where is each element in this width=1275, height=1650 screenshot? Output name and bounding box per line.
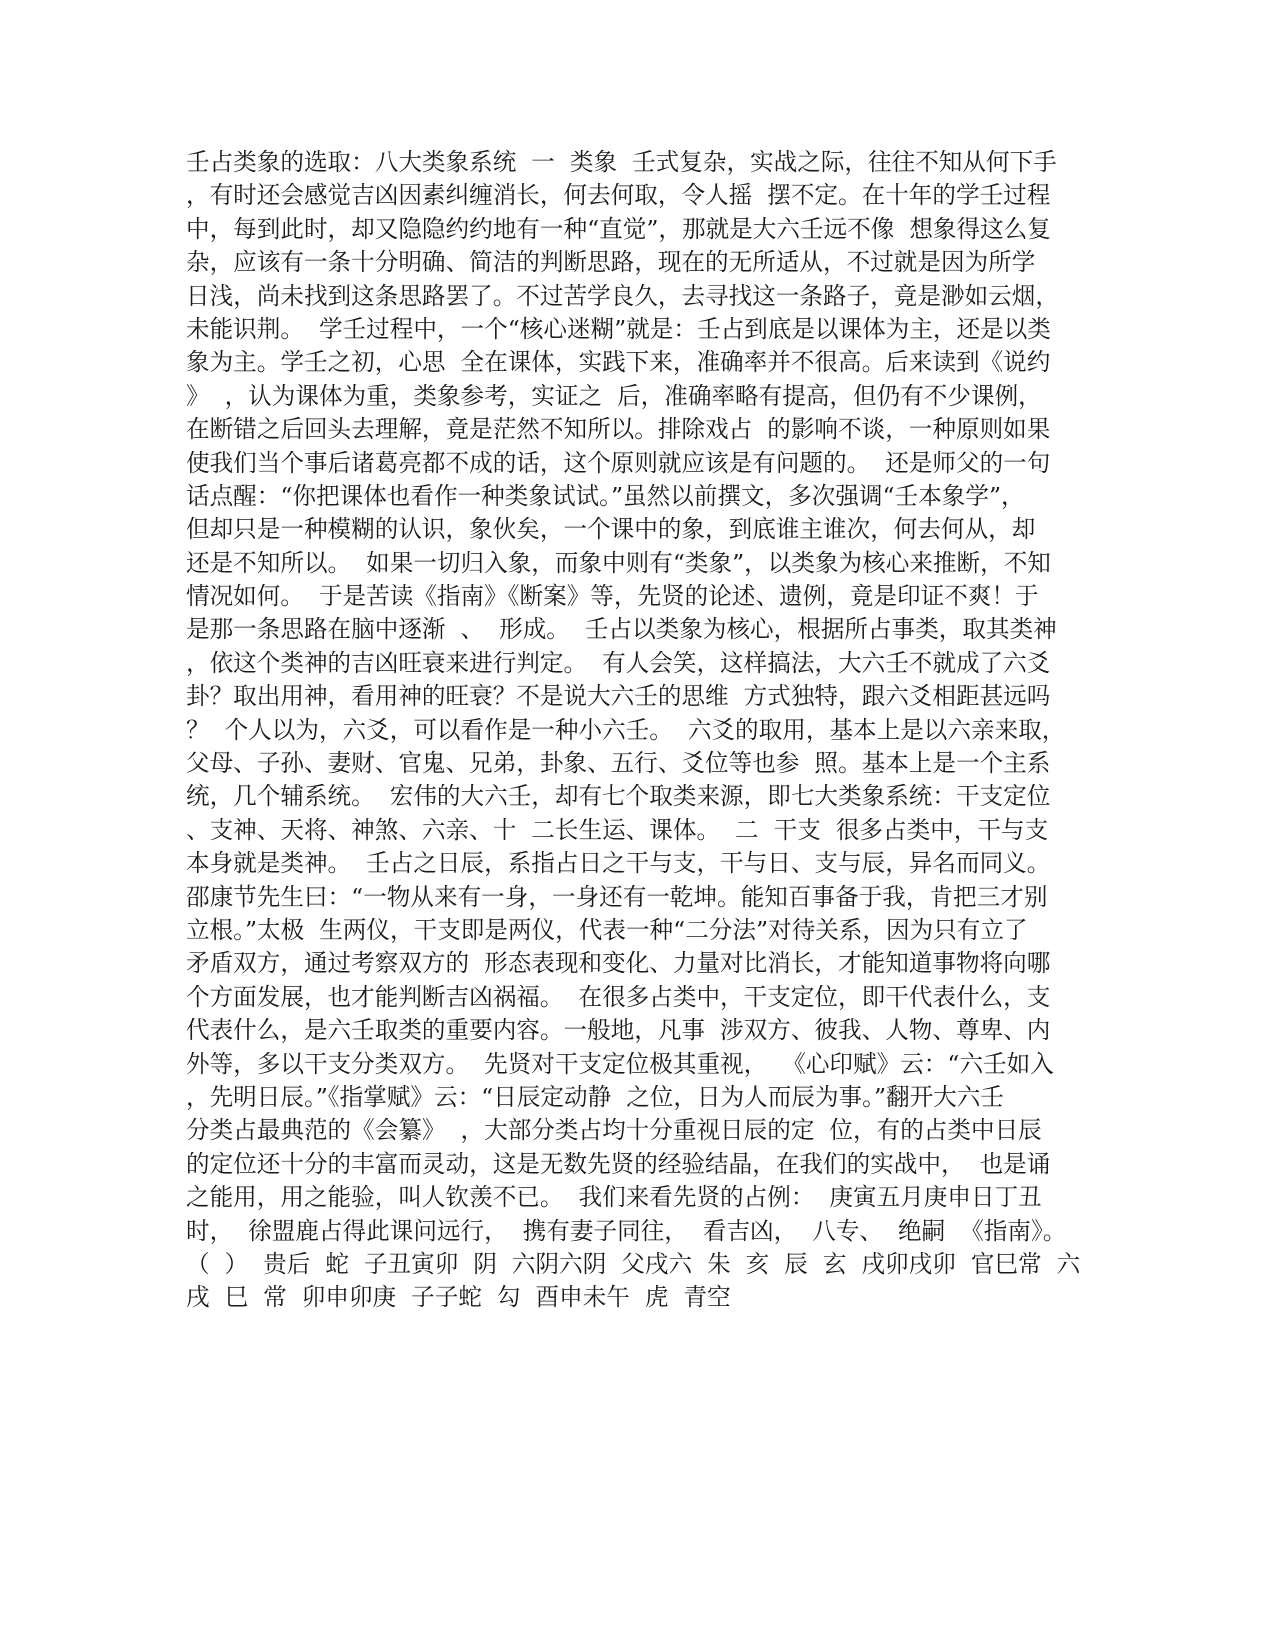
text-line: ，有时还会感觉吉凶因素纠缠消长，何去何取，令人摇 摆不定。在十年的学壬过程 [186,181,1051,210]
text-line: 杂，应该有一条十分明确、简洁的判断思路，现在的无所适从，不过就是因为所学 [186,248,1036,277]
text-line: 在断错之后回头去理解，竟是茫然不知所以。排除戏占 的影响不谈，一种原则如果 [186,415,1051,444]
text-line: 分类占最典范的《会纂》 ，大部分类占均十分重视日辰的定 位，有的占类中日辰 [186,1116,1042,1145]
text-line: 的定位还十分的丰富而灵动，这是无数先贤的经验结晶，在我们的实战中， 也是诵 [186,1149,1051,1178]
text-line: 矛盾双方，通过考察双方的 形态表现和变化、力量对比消长，才能知道事物将向哪 [186,949,1051,978]
text-line: 象为主。学壬之初，心思 全在课体，实践下来，准确率并不很高。后来读到《说约 [186,348,1051,377]
text-line: 还是不知所以。 如果一切归入象，而象中则有“类象”，以类象为核心来推断，不知 [186,548,1051,577]
text-line: 父母、子孙、妻财、官鬼、兄弟，卦象、五行、爻位等也参 照。基本上是一个主系 [186,749,1051,778]
text-line: 未能识荆。 学壬过程中，一个“核心迷糊”就是：壬占到底是以课体为主，还是以类 [186,314,1051,343]
document-body [186,146,1086,1315]
text-line: 统，几个辅系统。 宏伟的大六壬，却有七个取类来源，即七大类象系统：干支定位 [186,782,1051,811]
text-line: 之能用，用之能验，叫人钦羡不已。 我们来看先贤的占例： 庚寅五月庚申日丁丑 [186,1183,1042,1212]
text-line: 壬占类象的选取：八大类象系统 一 类象 壬式复杂，实战之际，往往不知从何下手 [186,148,1057,176]
text-line: （ ） 贵后 蛇 子丑寅卯 阴 六阴六阴 父戌六 朱 亥 辰 玄 戌卯戌卯 官巳常 六 [186,1249,1081,1278]
text-line: 立根。”太极 生两仪，干支即是两仪，代表一种“二分法”对待关系，因为只有立了 [186,915,1028,944]
text-line: 代表什么，是六壬取类的重要内容。一般地，凡事 涉双方、彼我、人物、尊卑、内 [186,1016,1051,1045]
text-line: ，先明日辰。”《指掌赋》云：“日辰定动静 之位，日为人而辰为事。”翻开大六壬 [186,1082,1004,1111]
text-line: 话点醒：“你把课体也看作一种类象试试。”虽然以前撰文，多次强调“壬本象学”， [186,481,1025,510]
text-line: 邵康节先生曰：“一物从来有一身，一身还有一乾坤。能知百事备于我，肯把三才别 [186,882,1048,911]
text-line: 个方面发展，也才能判断吉凶祸福。 在很多占类中，干支定位，即干代表什么，支 [186,982,1051,1011]
text-line: 、支神、天将、神煞、六亲、十 二长生运、课体。 二 干支 很多占类中，干与支 [186,815,1049,844]
text-line: 》 ，认为课体为重，类象参考，实证之 后，准确率略有提高，但仍有不少课例， [186,381,1042,410]
text-line: 时， 徐盟鹿占得此课问远行， 携有妻子同往， 看吉凶， 八专、 绝嗣 《指南》。 [186,1216,1067,1245]
text-line: 日浅，尚未找到这条思路罢了。不过苦学良久，去寻找这一条路子，竟是渺如云烟， [186,281,1059,310]
text-line: ？ 个人以为，六爻，可以看作是一种小六壬。 六爻的取用，基本上是以六亲来取， [186,715,1066,744]
text-line: 外等，多以干支分类双方。 先贤对干支定位极其重视， 《心印赋》云：“六壬如入 [186,1049,1054,1078]
text-line: 卦？取出用神，看用神的旺衰？不是说大六壬的思维 方式独特，跟六爻相距甚远吗 [186,682,1051,711]
text-line: ，依这个类神的吉凶旺衰来进行判定。 有人会笑，这样搞法，大六壬不就成了六爻 [186,648,1051,677]
text-line: 中，每到此时，却又隐隐约约地有一种“直觉”，那就是大六壬远不像 想象得这么复 [186,214,1051,243]
text-line: 使我们当个事后诸葛亮都不成的话，这个原则就应该是有问题的。 还是师父的一句 [186,448,1051,477]
text-line: 本身就是类神。 壬占之日辰，系指占日之干与支，干与日、支与辰，异名而同义。 [186,849,1051,878]
text-line: 是那一条思路在脑中逐渐 、 形成。 壬占以类象为核心，根据所占事类，取其类神 [186,615,1057,644]
text-line: 戌 巳 常 卯申卯庚 子子蛇 勾 酉申未午 虎 青空 [186,1283,731,1312]
text-line: 但却只是一种模糊的认识，象伙矣，一个课中的象，到底谁主谁次，何去何从，却 [186,515,1036,544]
text-line: 情况如何。 于是苦读《指南》《断案》等，先贤的论述、遗例，竟是印证不爽！于 [186,582,1039,611]
